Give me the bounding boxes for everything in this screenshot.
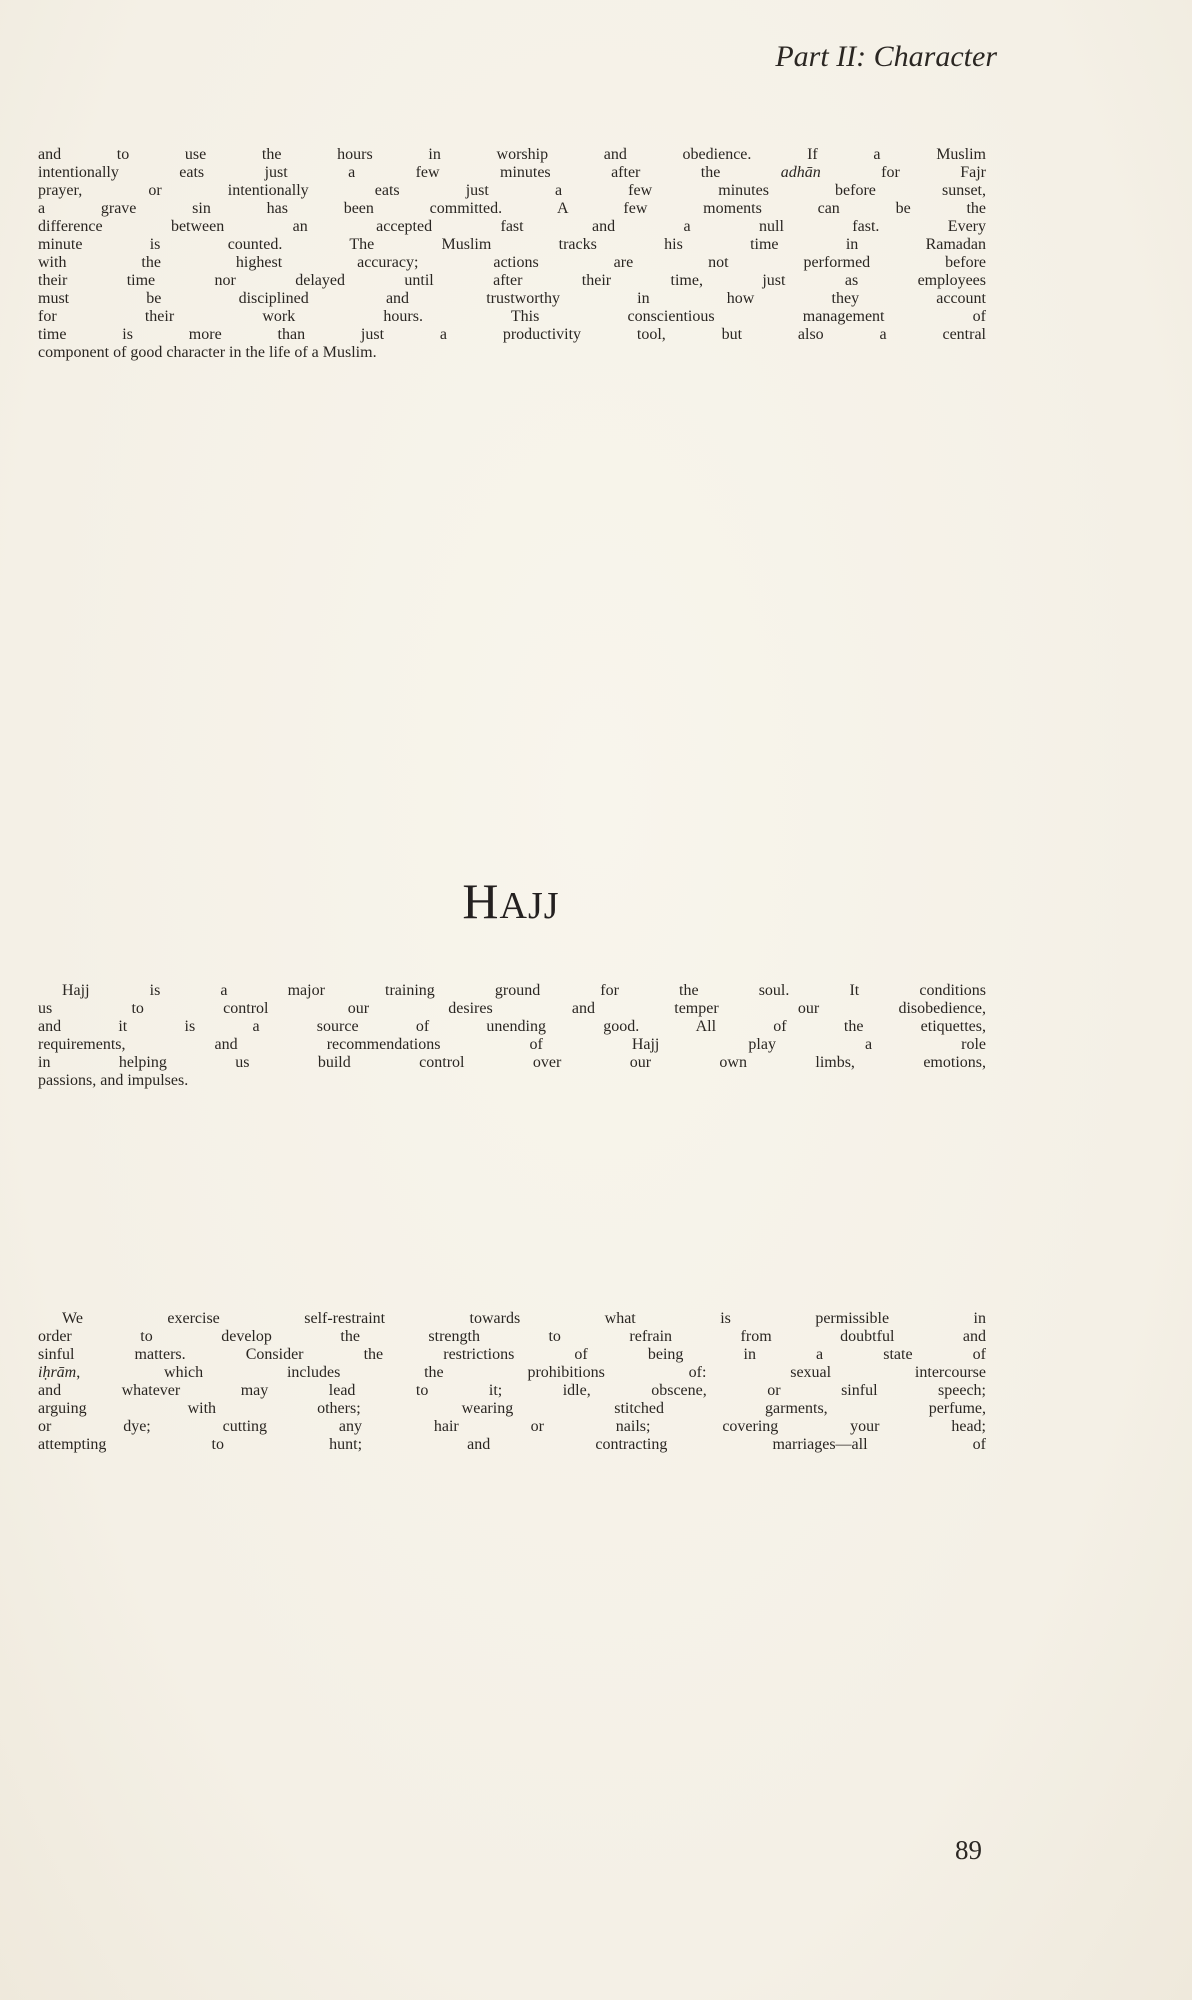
text-line: difference between an accepted fast and a null fast. Every [38, 218, 986, 235]
text-line: time is more than just a productivity tool, but also a central [38, 326, 986, 343]
text-line: requirements, and recommendations of Hajj play a role [38, 1036, 986, 1053]
text-line: must be disciplined and trustworthy in how they account [38, 290, 986, 307]
page-number: 89 [955, 1835, 982, 1865]
text-line: or dye; cutting any hair or nails; covering your head; [38, 1418, 986, 1435]
text-line: in helping us build control over our own limbs, emotions, [38, 1054, 986, 1071]
italic-term: iḥrām [38, 1364, 77, 1381]
text-line: iḥrām, which includes the prohibitions of: sexual intercourse [38, 1364, 986, 1381]
paragraph-self-restraint [38, 1310, 986, 1454]
text-line: a grave sin has been committed. A few moments can be the [38, 200, 986, 217]
text-line: Hajj is a major training ground for the soul. It conditions [62, 982, 986, 999]
text-line: for their work hours. This conscientious management of [38, 308, 986, 325]
text-line: with the highest accuracy; actions are not performed before [38, 254, 986, 271]
section-heading: HAJJ [462, 873, 560, 929]
text-line: their time nor delayed until after their time, just as employees [38, 272, 986, 289]
text-line: arguing with others; wearing stitched garments, perfume, [38, 1400, 986, 1417]
text-line: minute is counted. The Muslim tracks his time in Ramadan [38, 236, 986, 253]
paragraph-hajj-intro [38, 982, 986, 1090]
italic-term: adhān [780, 164, 821, 181]
text-line: and it is a source of unending good. All of the etiquettes, [38, 1018, 986, 1035]
text-line: us to control our desires and temper our disobedience, [38, 1000, 986, 1017]
text-line: attempting to hunt; and contracting marriages—all of [38, 1436, 986, 1453]
text-line: prayer, or intentionally eats just a few minutes before sunset, [38, 182, 986, 199]
text-line: passions, and impulses. [38, 1072, 189, 1089]
text-line: and whatever may lead to it; idle, obscene, or sinful speech; [38, 1382, 986, 1399]
running-head: Part II: Character [775, 40, 997, 73]
text-line: sinful matters. Consider the restrictions of being in a state of [38, 1346, 986, 1363]
text-line: order to develop the strength to refrain from doubtful and [38, 1328, 986, 1345]
text-line: intentionally eats just a few minutes after the adhān for Fajr [38, 164, 986, 181]
text-line: We exercise self-restraint towards what is permissible in [62, 1310, 986, 1327]
text-line: component of good character in the life of a Muslim. [38, 344, 377, 361]
text-line: and to use the hours in worship and obedience. If a Muslim [38, 146, 986, 163]
paragraph-continuation [38, 146, 986, 362]
